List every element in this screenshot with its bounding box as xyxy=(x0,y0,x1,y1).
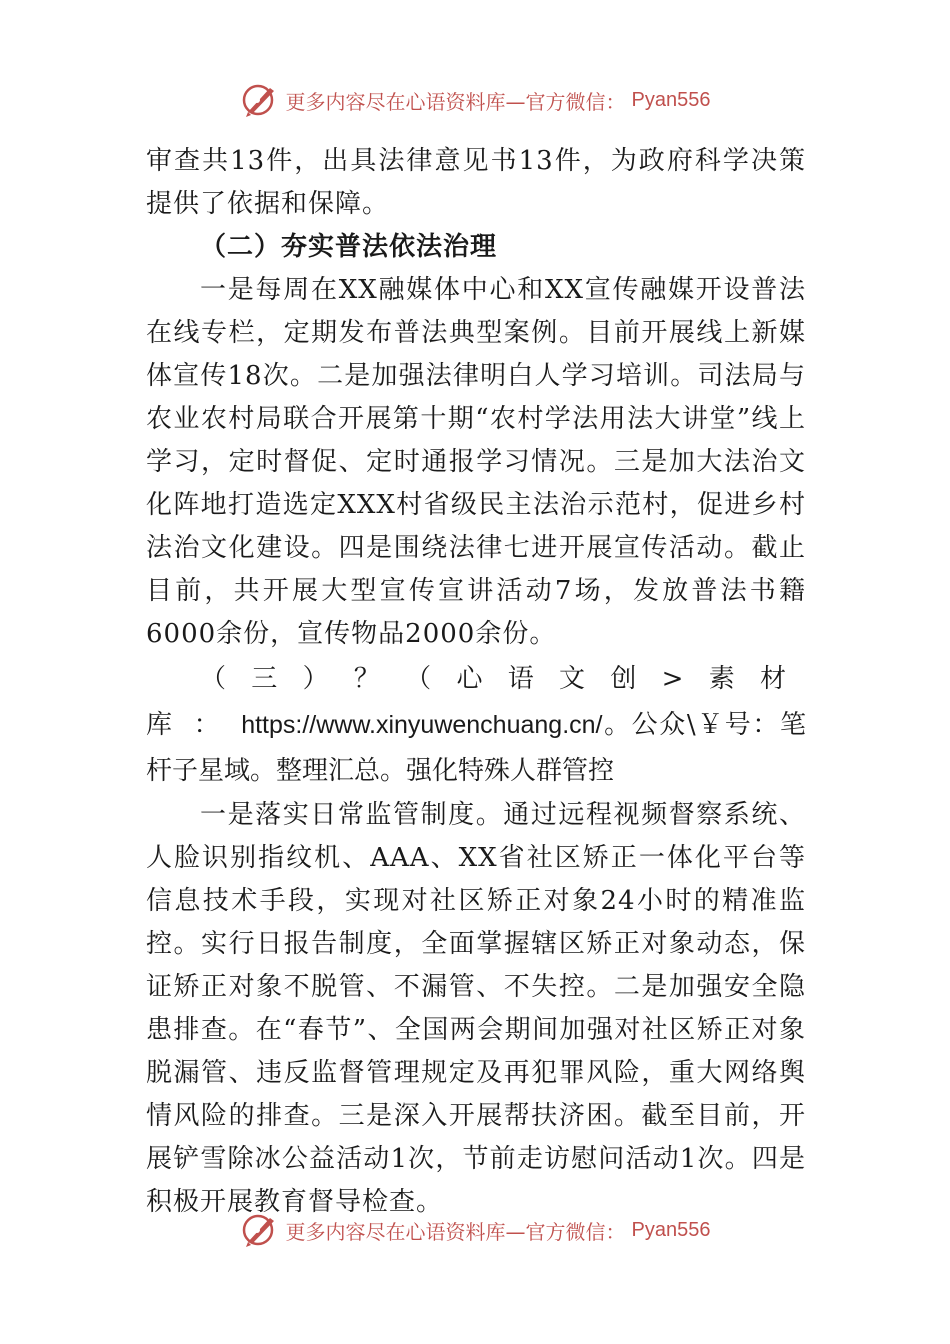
document-body xyxy=(146,140,806,1224)
footer-banner xyxy=(0,1208,950,1252)
banner-text: 更多内容尽在心语资料库—官方微信： xyxy=(285,89,626,114)
banner-text: 更多内容尽在心语资料库—官方微信： xyxy=(285,1219,626,1244)
pen-logo-icon xyxy=(240,80,280,120)
paragraph-3: 一是落实日常监管制度。通过远程视频督察系统、人脸识别指纹机、AAA、XX省社区矫正一体化平台等信息技术手段，实现对社区矫正对象24小时的精准监控。实行日报告制度，全面掌握辖区矫正对象动态，保证矫正对象不脱管、不漏管、不失控。二是加强安全隐患排查。在“春节”、全国两会期间加强对社区矫正对象脱漏管、违反监督管理规定及再犯罪风险，重大网络舆情风险的排查。三是深入开展帮扶济困。截至目前，开展铲雪除冰公益活动1次，节前走访慰问活动1次。四是积极开展教育督导检查。 xyxy=(146,800,806,1217)
wechat-id: Pyan556 xyxy=(631,88,711,111)
paragraph-2: 一是每周在XX融媒体中心和XX宣传融媒开设普法在线专栏，定期发布普法典型案例。目前开展线上新媒体宣传18次。二是加强法律明白人学习培训。司法局与农业农村局联合开展第十期“农村学法用法大讲堂”线上学习，定时督促、定时通报学习情况。三是加大法治文化阵地打造选定XXX村省级民主法治示范村，促进乡村法治文化建设。四是围绕法律七进开展宣传活动。截止目前，共开展大型宣传宣讲活动7场，发放普法书籍6000余份，宣传物品2000余份。 xyxy=(146,275,806,649)
section-heading-3 xyxy=(146,656,806,794)
pen-logo-icon xyxy=(240,1210,280,1250)
header-banner xyxy=(0,78,950,122)
wechat-id: Pyan556 xyxy=(631,1218,711,1241)
heading-3-prefix: （三）？（心语文创>素材库： xyxy=(146,664,806,740)
heading-3-suffix: 。公众\￥号：笔杆子星域。整理汇总。强化特殊人群管控 xyxy=(146,710,806,786)
section-heading-2: （二）夯实普法依法治理 xyxy=(200,232,498,262)
website-link[interactable]: https://www.xinyuwenchuang.cn/ xyxy=(241,711,603,739)
paragraph-1: 审查共13件，出具法律意见书13件，为政府科学决策提供了依据和保障。 xyxy=(146,146,806,219)
